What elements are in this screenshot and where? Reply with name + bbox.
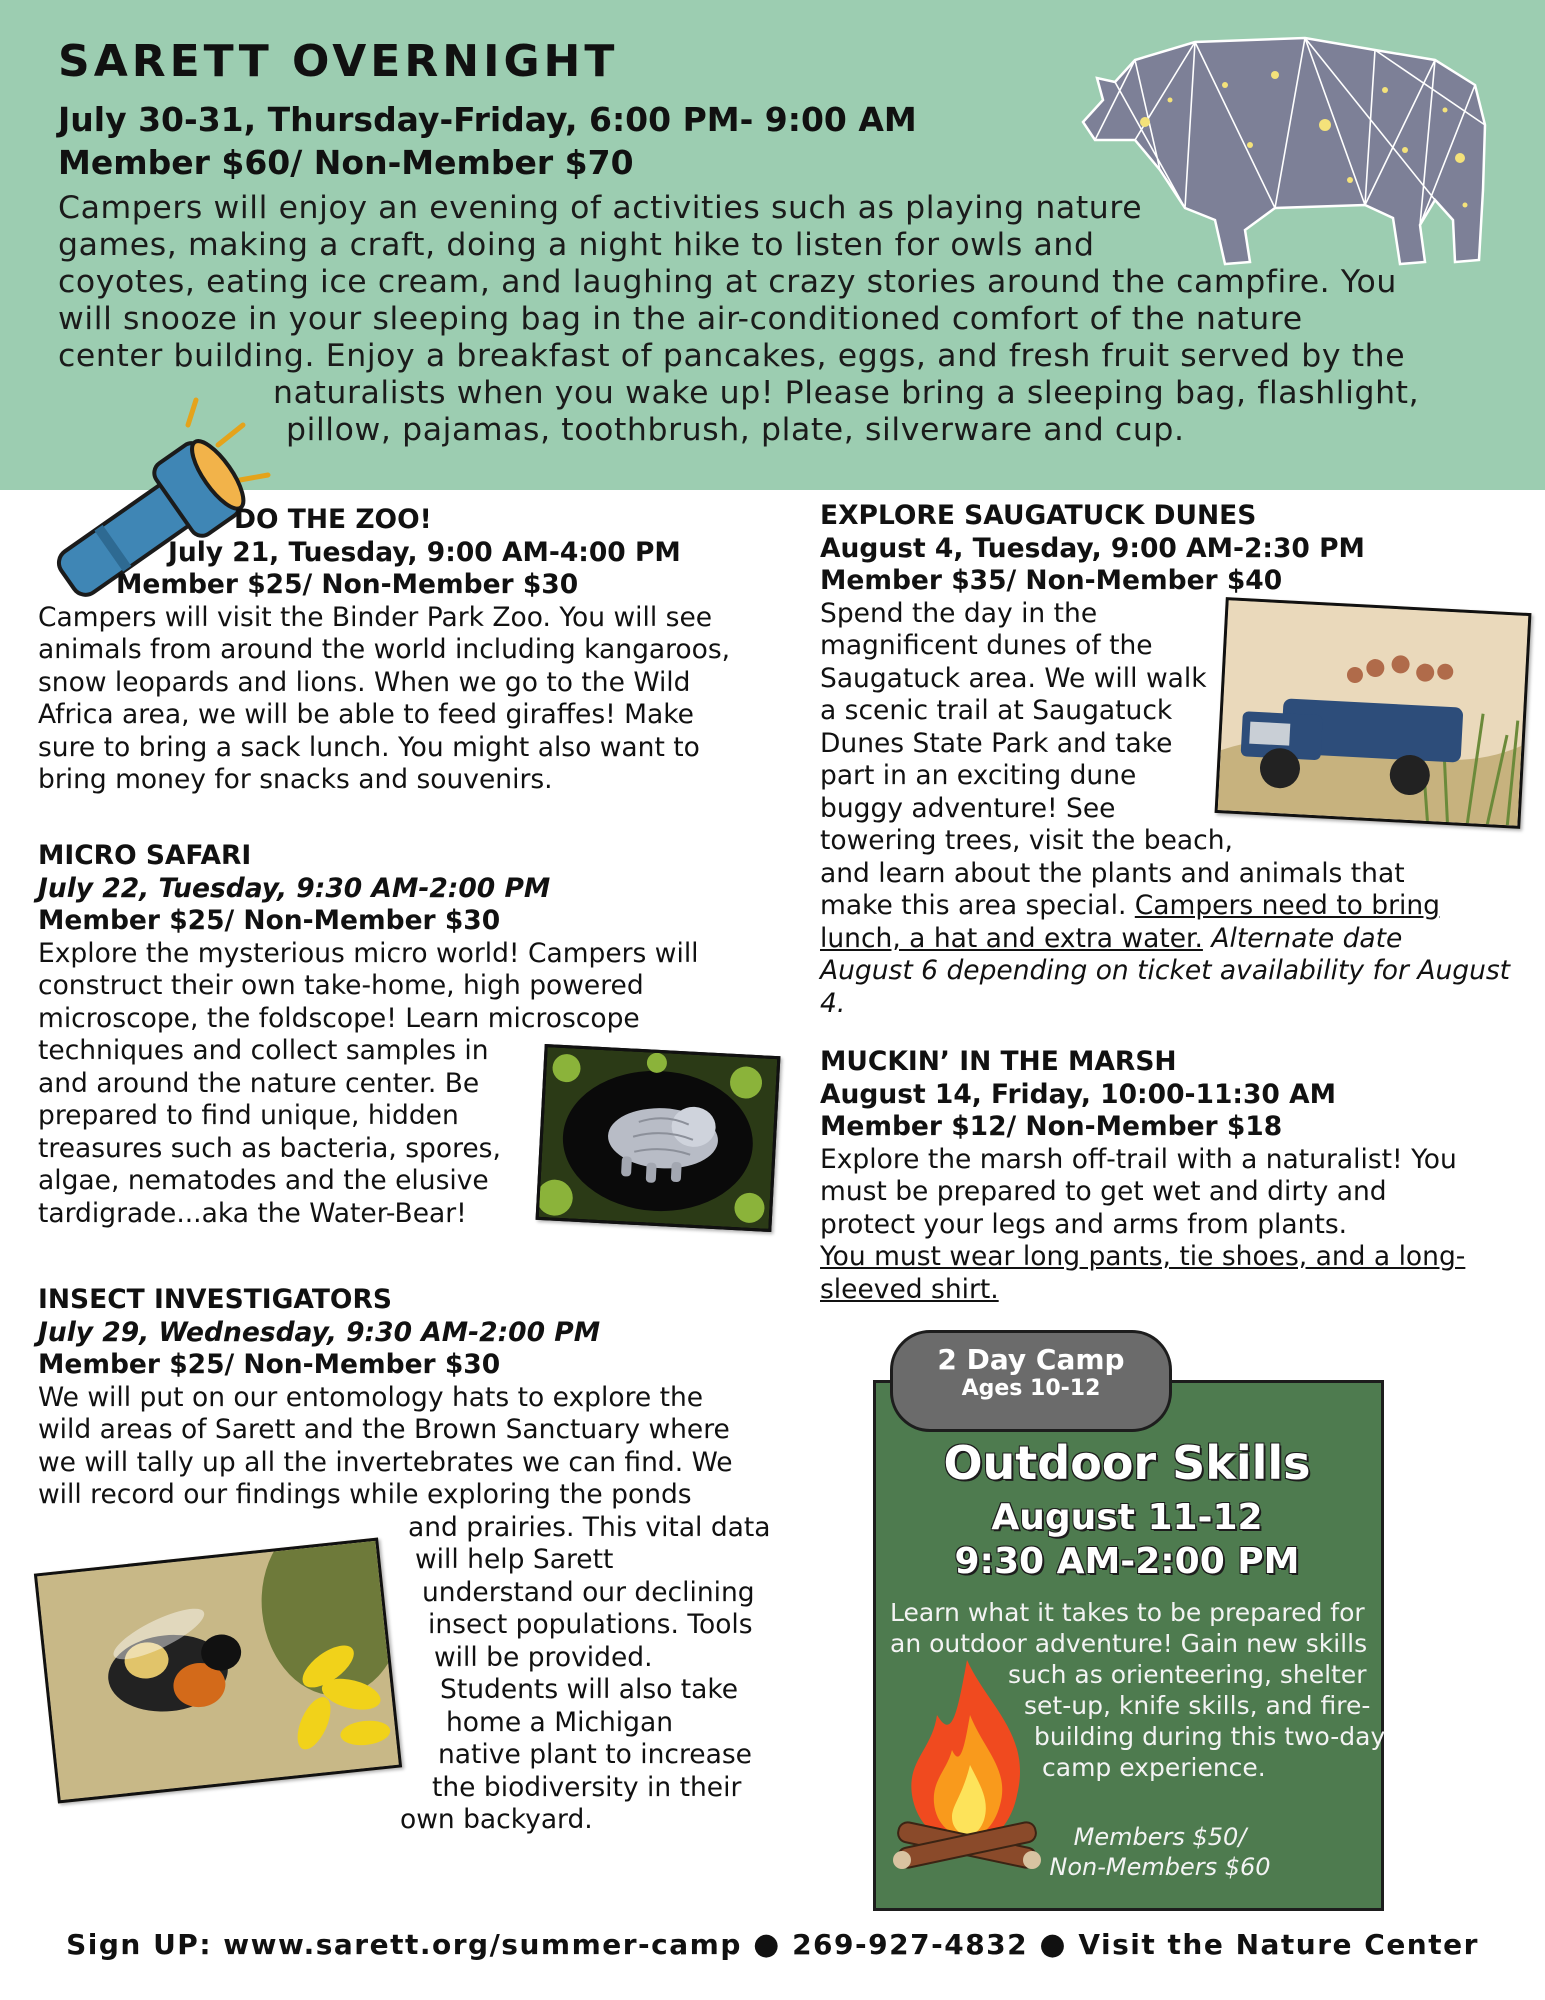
overnight-line: center building. Enjoy a breakfast of pancakes, eggs, and fresh fruit served by the xyxy=(58,338,1406,374)
insect-line: We will put on our entomology hats to explore the xyxy=(38,1381,704,1413)
dunes-line: Dunes State Park and take xyxy=(820,727,1173,759)
dunes-line: part in an exciting dune xyxy=(820,760,1137,791)
overnight-line: pillow, pajamas, toothbrush, plate, silverware and cup. xyxy=(286,412,1185,448)
zoo-line: bring money for snacks and souvenirs. xyxy=(38,764,553,795)
camp-price xyxy=(1000,1822,1320,1882)
dunes-line: Saugatuck area. We will walk xyxy=(820,662,1207,694)
page-title: SARETT OVERNIGHT xyxy=(58,36,619,87)
dunes-alternate-date: 4. xyxy=(820,987,846,1019)
insect-line: we will tally up all the invertebrates we can find. We xyxy=(38,1446,733,1478)
zoo-line: Africa area, we will be able to feed giraffes! Make xyxy=(38,699,694,730)
dunes-requirement: Campers need to bring xyxy=(1134,890,1440,921)
camp-time: 9:30 AM-2:00 PM xyxy=(954,1541,1300,1582)
marsh-price: Member $12/ Non-Member $18 xyxy=(820,1111,1283,1142)
micro-line: microscope, the foldscope! Learn microscope xyxy=(38,1002,640,1034)
zoo-line: Campers will visit the Binder Park Zoo. You will see xyxy=(38,601,713,633)
camp-line: Learn what it takes to be prepared for xyxy=(890,1598,1365,1627)
insect-title: INSECT INVESTIGATORS xyxy=(38,1284,392,1315)
insect-date: July 29, Wednesday, 9:30 AM-2:00 PM xyxy=(38,1316,601,1348)
micro-line: construct their own take-home, high powered xyxy=(38,970,644,1001)
dunes-line: Spend the day in the xyxy=(820,597,1098,629)
camp-price-nonmembers: Non-Members $60 xyxy=(1049,1853,1271,1881)
overnight-line: naturalists when you wake up! Please bring a sleeping bag, flashlight, xyxy=(273,375,1420,411)
marsh-section xyxy=(820,1046,1520,1306)
footer xyxy=(0,1927,1545,1962)
dunes-line: magnificent dunes of the xyxy=(820,630,1153,661)
tardigrade-image xyxy=(539,1047,778,1229)
micro-line: prepared to find unique, hidden xyxy=(38,1100,459,1131)
insect-line: native plant to increase xyxy=(438,1739,752,1770)
signup-link[interactable]: Sign UP: www.sarett.org/summer-camp xyxy=(66,1928,742,1961)
zoo-price: Member $25/ Non-Member $30 xyxy=(116,569,579,600)
overnight-line: will snooze in your sleeping bag in the air-conditioned comfort of the nature xyxy=(58,301,1303,337)
dunes-date: August 4, Tuesday, 9:00 AM-2:30 PM xyxy=(820,532,1365,564)
camp-line: building during this two-day xyxy=(1034,1722,1386,1751)
bullet-icon: ● xyxy=(1039,1927,1068,1962)
overnight-line: coyotes, eating ice cream, and laughing at crazy stories around the campfire. You xyxy=(58,264,1397,300)
dunes-line: towering trees, visit the beach, xyxy=(820,825,1233,856)
micro-date: July 22, Tuesday, 9:30 AM-2:00 PM xyxy=(38,872,551,904)
tardigrade-photo xyxy=(536,1044,781,1232)
camp-dates: August 11-12 xyxy=(991,1497,1263,1538)
bullet-icon: ● xyxy=(753,1927,781,1962)
insect-line: will be provided. xyxy=(434,1641,653,1673)
camp-line: such as orienteering, shelter xyxy=(1008,1660,1367,1689)
dune-buggy-photo xyxy=(1215,597,1532,829)
micro-line: algae, nematodes and the elusive xyxy=(38,1165,489,1196)
insect-line: will help Sarett xyxy=(415,1544,614,1575)
overnight-line: Campers will enjoy an evening of activities such as playing nature xyxy=(58,190,1143,226)
insect-line: the biodiversity in their xyxy=(432,1771,742,1803)
zoo-line: sure to bring a sack lunch. You might also want to xyxy=(38,731,700,763)
marsh-requirement: sleeved shirt. xyxy=(820,1273,999,1305)
insect-line: will record our findings while exploring the ponds xyxy=(38,1479,692,1510)
dunes-alternate-date: Alternate date xyxy=(1202,922,1403,954)
marsh-date: August 14, Friday, 10:00-11:30 AM xyxy=(820,1078,1336,1110)
dunes-title: EXPLORE SAUGATUCK DUNES xyxy=(820,500,1257,531)
camp-price-members: Members $50/ xyxy=(1073,1823,1247,1851)
insect-line: home a Michigan xyxy=(446,1706,674,1738)
dunes-line: a scenic trail at Saugatuck xyxy=(820,695,1173,726)
camp-tag-ages: Ages 10-12 xyxy=(961,1376,1101,1401)
camp-tag-title: 2 Day Camp xyxy=(937,1343,1125,1376)
camp-line: set-up, knife skills, and fire- xyxy=(1024,1691,1371,1720)
zoo-date: July 21, Tuesday, 9:00 AM-4:00 PM xyxy=(168,536,681,568)
insect-line: Students will also take xyxy=(440,1674,739,1705)
overnight-line: games, making a craft, doing a night hike to listen for owls and xyxy=(58,227,1095,263)
micro-price: Member $25/ Non-Member $30 xyxy=(38,905,501,936)
marsh-line: protect your legs and arms from plants. xyxy=(820,1208,1348,1240)
marsh-title: MUCKIN’ IN THE MARSH xyxy=(820,1046,1177,1077)
dunes-price: Member $35/ Non-Member $40 xyxy=(820,565,1283,596)
marsh-line: Explore the marsh off-trail with a naturalist! You xyxy=(820,1143,1457,1175)
micro-line: and around the nature center. Be xyxy=(38,1067,480,1099)
insect-line: wild areas of Sarett and the Brown Sanctuary where xyxy=(38,1414,730,1445)
dunes-alternate-date: August 6 depending on ticket availability for August xyxy=(820,955,1511,986)
zoo-title: DO THE ZOO! xyxy=(234,504,432,535)
marsh-requirement: You must wear long pants, tie shoes, and a long- xyxy=(820,1241,1466,1272)
camp-line: camp experience. xyxy=(1042,1753,1266,1782)
bee-image xyxy=(37,1541,399,1800)
micro-line: tardigrade...aka the Water-Bear! xyxy=(38,1197,467,1229)
dunes-line xyxy=(820,890,1520,923)
insect-price: Member $25/ Non-Member $30 xyxy=(38,1349,501,1380)
micro-title: MICRO SAFARI xyxy=(38,840,252,871)
dunes-line xyxy=(820,923,1520,956)
phone-number[interactable]: 269-927-4832 xyxy=(792,1928,1029,1961)
dunes-line-text: make this area special. xyxy=(820,890,1135,921)
zoo-line: snow leopards and lions. When we go to the Wild xyxy=(38,666,691,698)
overnight-date: July 30-31, Thursday-Friday, 6:00 PM- 9:00 AM xyxy=(58,100,917,139)
dunes-line: buggy adventure! See xyxy=(820,792,1116,824)
visit-text: Visit the Nature Center xyxy=(1078,1928,1479,1961)
camp-title: Outdoor Skills xyxy=(943,1436,1311,1490)
overnight-description xyxy=(58,190,1498,449)
insect-line: insect populations. Tools xyxy=(428,1609,753,1640)
insect-line: own backyard. xyxy=(400,1804,593,1835)
zoo-line: animals from around the world including kangaroos, xyxy=(38,634,731,665)
zoo-section xyxy=(38,504,798,797)
micro-line: techniques and collect samples in xyxy=(38,1035,489,1066)
micro-line: Explore the mysterious micro world! Campers will xyxy=(38,937,699,969)
overnight-price: Member $60/ Non-Member $70 xyxy=(58,143,634,182)
micro-line: treasures such as bacteria, spores, xyxy=(38,1132,501,1164)
insect-line: understand our declining xyxy=(422,1576,755,1608)
bee-photo xyxy=(34,1538,402,1804)
dunes-line: and learn about the plants and animals that xyxy=(820,857,1405,889)
camp-tag xyxy=(890,1330,1172,1432)
dune-buggy-image xyxy=(1218,600,1529,825)
dunes-requirement: lunch, a hat and extra water. xyxy=(820,922,1203,954)
marsh-line: must be prepared to get wet and dirty and xyxy=(820,1176,1387,1207)
camp-line: an outdoor adventure! Gain new skills xyxy=(890,1629,1368,1658)
insect-line: and prairies. This vital data xyxy=(408,1511,771,1543)
